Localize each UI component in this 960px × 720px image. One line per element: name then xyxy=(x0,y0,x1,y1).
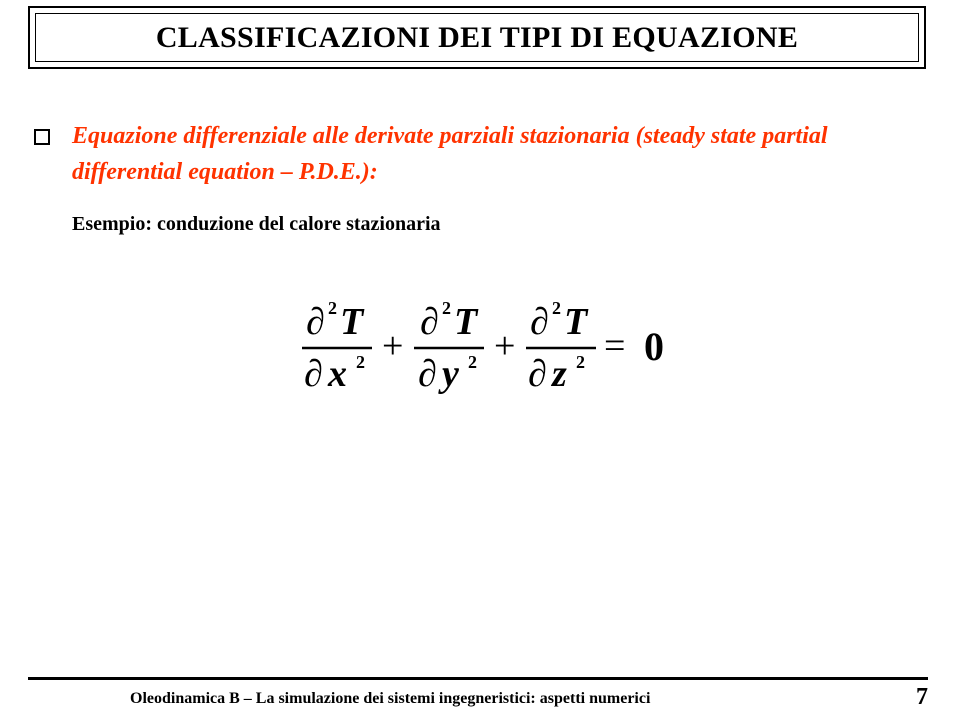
plus-sign-1: + xyxy=(382,325,404,367)
term2-numerator-exponent: 2 xyxy=(442,298,451,318)
term2-numerator-function: T xyxy=(454,301,478,343)
term2-numerator-partial: ∂ xyxy=(420,301,439,343)
term1-numerator-partial: ∂ xyxy=(306,301,325,343)
page-number: 7 xyxy=(916,684,928,710)
plus-sign-2: + xyxy=(494,325,516,367)
term2-denominator-variable: y xyxy=(442,353,459,395)
term3-numerator-exponent: 2 xyxy=(552,298,561,318)
term3-denominator-exponent: 2 xyxy=(576,352,585,372)
term2-denominator-exponent: 2 xyxy=(468,352,477,372)
equals-sign: = xyxy=(604,325,626,367)
term1-denominator-exponent: 2 xyxy=(356,352,365,372)
term3-numerator-partial: ∂ xyxy=(530,301,549,343)
term2-denominator-partial: ∂ xyxy=(418,353,437,395)
term3-denominator-partial: ∂ xyxy=(528,353,547,395)
title-inner-frame xyxy=(35,13,919,62)
footer-divider xyxy=(28,677,928,680)
term3-numerator-function: T xyxy=(564,301,588,343)
equation-result: 0 xyxy=(644,324,664,369)
term1-numerator-function: T xyxy=(340,301,364,343)
footer-text: Oleodinamica B – La simulazione dei sistemi ingegneristici: aspetti numerici xyxy=(130,690,651,707)
term3-denominator-variable: z xyxy=(552,353,567,395)
example-text: Esempio: conduzione del calore stazionaria xyxy=(72,213,441,235)
slide-title: CLASSIFICAZIONI DEI TIPI DI EQUAZIONE xyxy=(155,20,799,54)
term1-denominator-partial: ∂ xyxy=(304,353,323,395)
term1-denominator-variable: x xyxy=(328,353,347,395)
heat-equation xyxy=(298,296,678,400)
checkbox-bullet-icon xyxy=(34,129,50,145)
title-frame xyxy=(28,6,926,69)
bullet-text: Equazione differenziale alle derivate parziali stazionaria (steady state partial differential equation – P.D.E.): xyxy=(72,123,828,185)
term1-numerator-exponent: 2 xyxy=(328,298,337,318)
